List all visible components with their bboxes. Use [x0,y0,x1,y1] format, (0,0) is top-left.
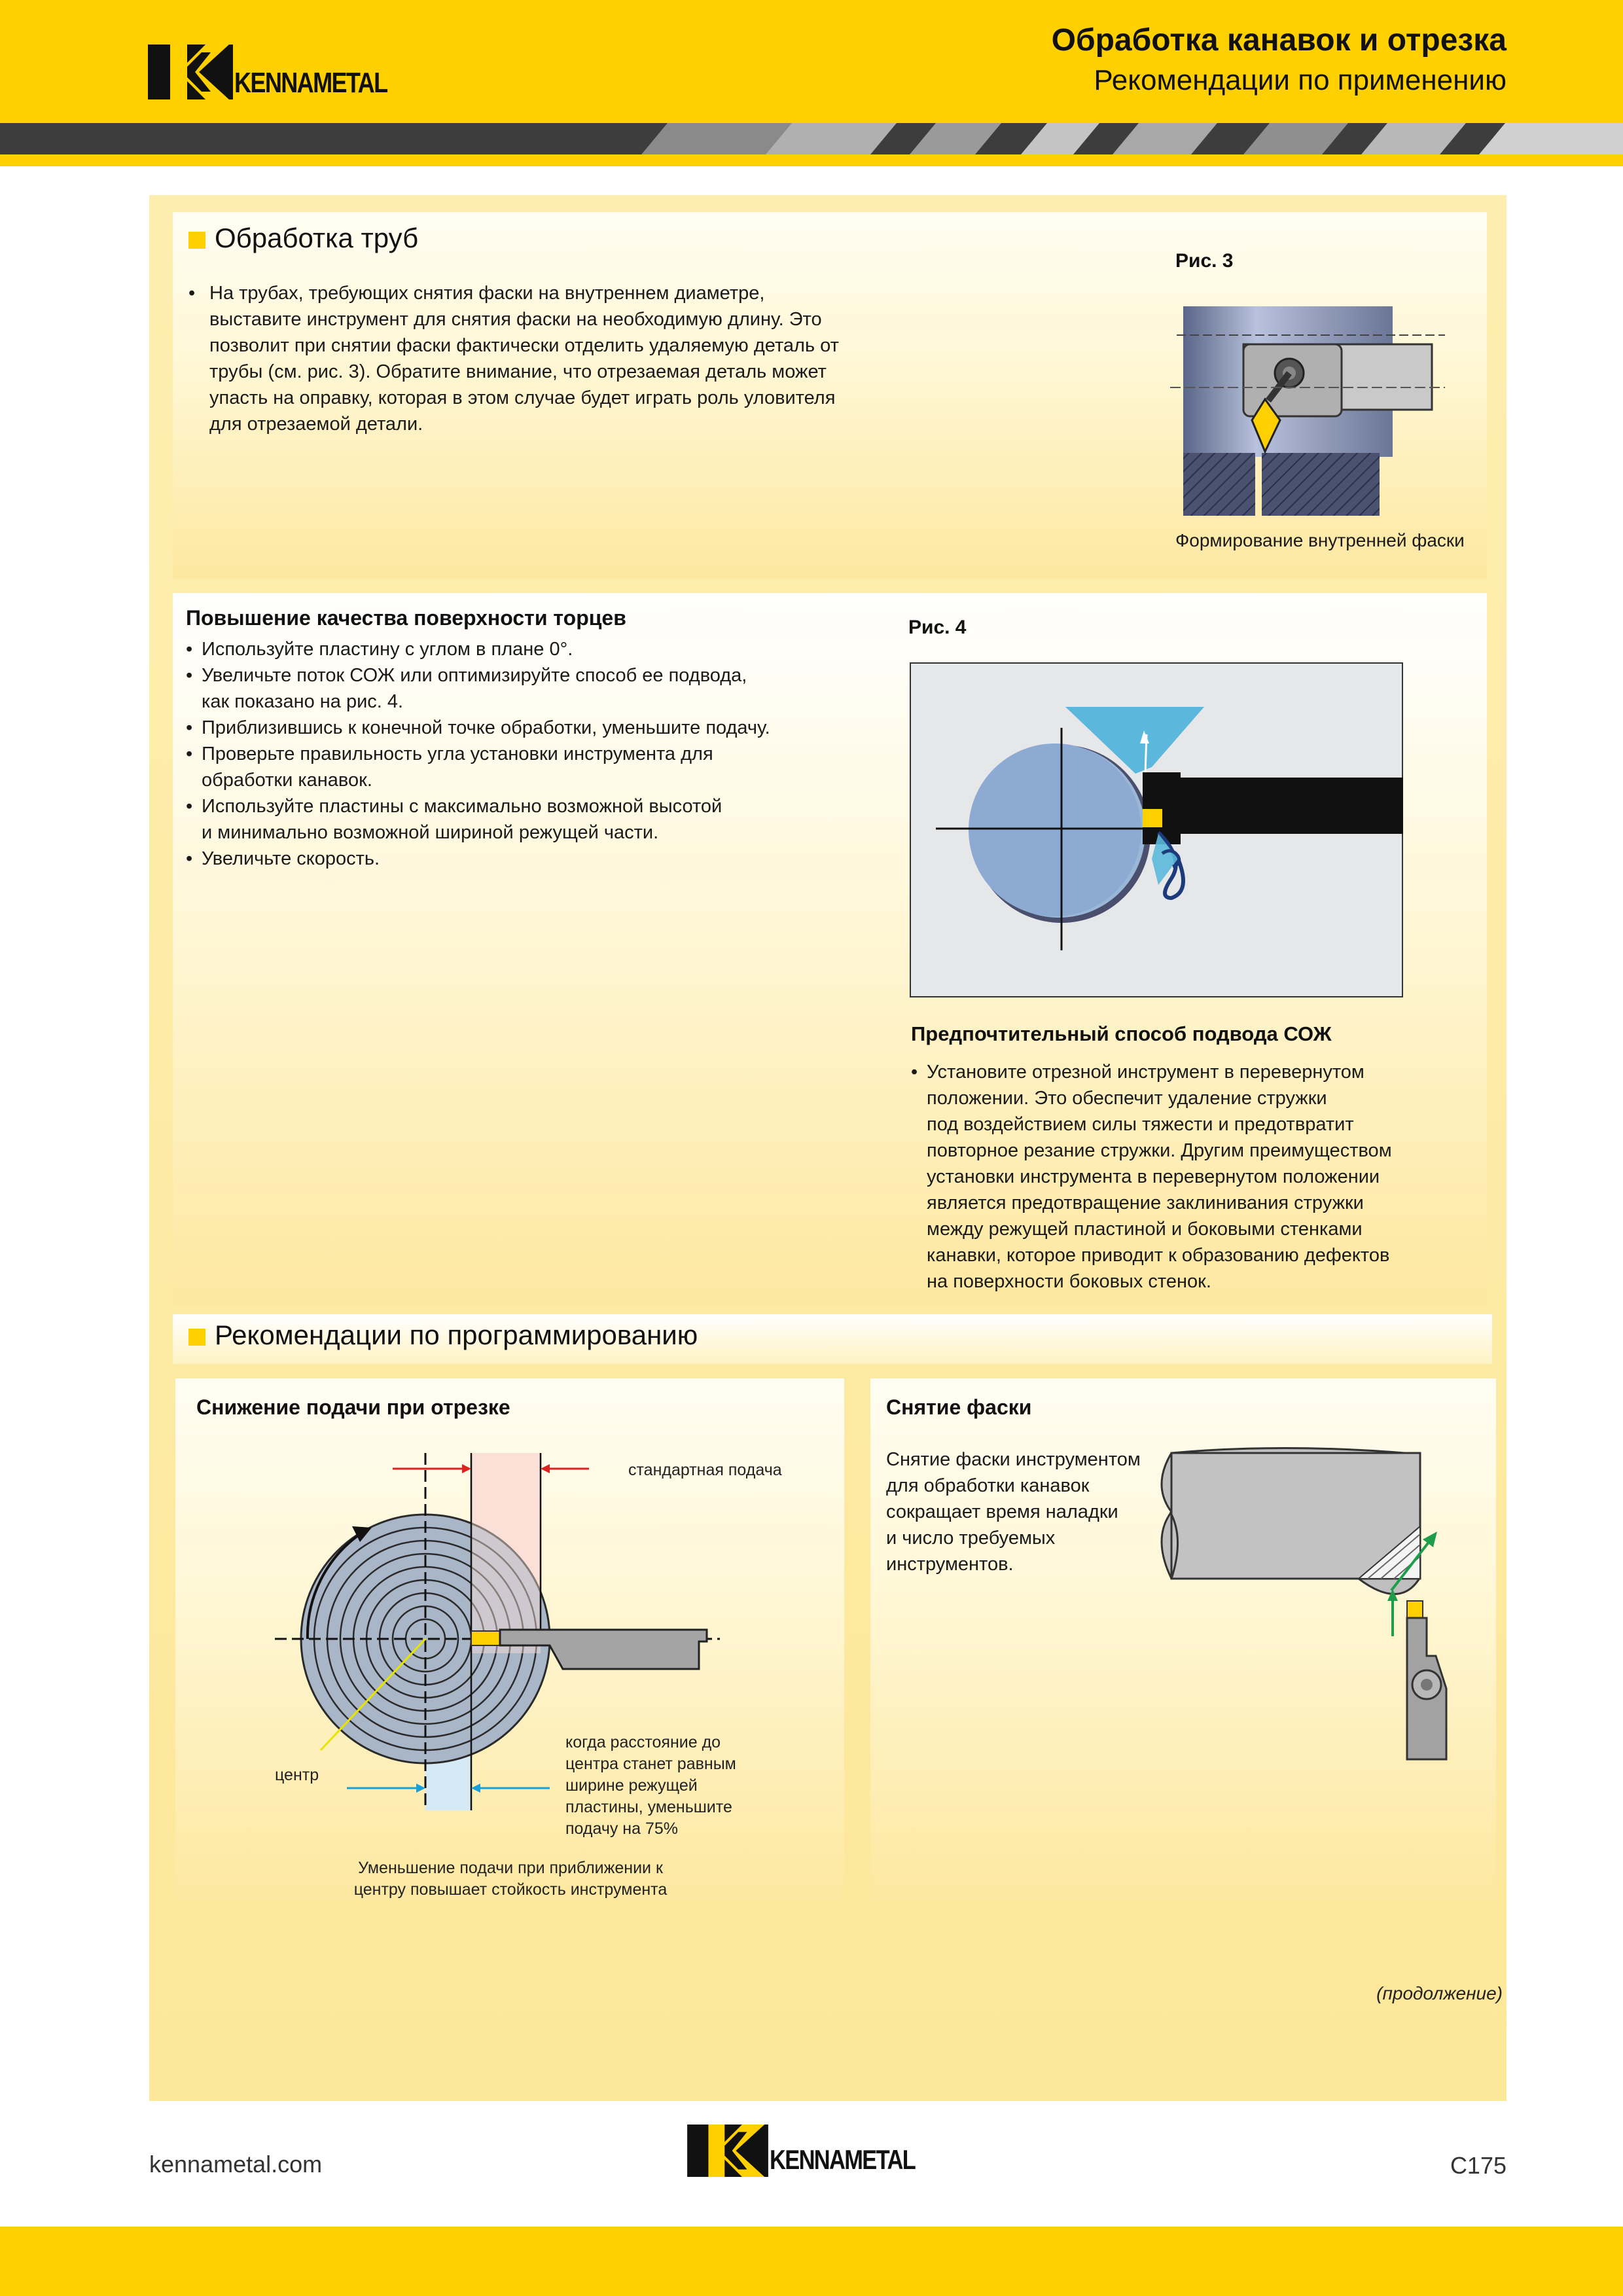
feed-caption [288,1857,733,1901]
coolant-line: на поверхности боковых стенок. [927,1271,1211,1292]
coolant-line: канавки, которое приводит к образованию дефектов [927,1245,1390,1266]
yellow-square-icon [188,232,205,249]
list-item-cont: и минимально возможной шириной режущей части. [202,822,659,843]
figure-4-label: Рис. 4 [908,617,967,638]
section-title-pipe: Обработка труб [188,223,418,254]
list-item: • Используйте пластины с максимально возможной высотой [186,793,906,819]
footer-website[interactable]: kennametal.com [149,2151,323,2178]
kennametal-k-icon [687,2125,768,2177]
pipe-line: выставите инструмент для снятия фаски на необходимую длину. Это [209,309,822,330]
pipe-line: трубы (см. рис. 3). Обратите внимание, что отрезаемая деталь может [209,361,827,382]
header-stripes [0,123,1623,154]
feed-note-line: центра станет равным [565,1755,736,1773]
figure-4-coolant-illustration [910,662,1403,997]
list-item: • Приблизившись к конечной точке обработки, уменьшите подачу. [186,715,906,741]
header-subtitle: Рекомендации по применению [1094,64,1507,96]
chamfering-line: инструментов. [886,1554,1014,1575]
chamfering-line: для обработки канавок [886,1475,1090,1496]
label-standard-feed: стандартная подача [628,1461,782,1479]
coolant-text [911,1059,1487,1295]
header-logo [148,45,423,99]
figure-3-label: Рис. 3 [1175,250,1234,272]
coolant-line: установки инструмента в перевернутом положении [927,1166,1380,1187]
feed-note-line: когда расстояние до [565,1733,721,1751]
list-item: • Увеличьте скорость. [186,846,906,872]
feed-note-line: пластины, уменьшите [565,1798,732,1816]
header-logo-text: KENNAMETAL [234,67,387,99]
coolant-line: между режущей пластиной и боковыми стенками [927,1219,1363,1240]
coolant-line: • Установите отрезной инструмент в перевернутом [911,1059,1487,1085]
list-item-cont: как показано на рис. 4. [202,691,404,712]
figure-3-caption: Формирование внутренней фаски [1175,530,1465,550]
feed-reduction-title: Снижение подачи при отрезке [196,1395,510,1419]
list-item-cont: обработки канавок. [202,770,372,791]
face-quality-title: Повышение качества поверхности торцев [186,606,626,630]
footer-logo-text: KENNAMETAL [770,2144,916,2175]
footer-bar [0,2227,1623,2296]
coolant-line: под воздействием силы тяжести и предотвратит [927,1114,1354,1135]
chamfering-diagram [1158,1446,1486,1774]
pipe-line: • На трубах, требующих снятия фаски на внутреннем диаметре, [188,280,882,306]
figure-3-internal-chamfer-illustration [1170,302,1445,518]
feed-caption-line: центру повышает стойкость инструмента [353,1880,668,1899]
header-title: Обработка канавок и отрезка [1051,23,1507,58]
chamfering-line: сокращает время наладки [886,1501,1118,1522]
list-item: • Проверьте правильность угла установки инструмента для [186,741,906,767]
coolant-line: положении. Это обеспечит удаление стружки [927,1088,1327,1109]
chamfering-line: Снятие фаски инструментом [886,1449,1141,1470]
feed-caption-line: Уменьшение подачи при приближении к [358,1859,663,1877]
list-item: • Используйте пластину с углом в плане 0°. [186,636,906,662]
label-center: центр [275,1766,319,1784]
page-number: C175 [1450,2152,1507,2179]
chamfering-title: Снятие фаски [886,1395,1032,1419]
section-title-programming: Рекомендации по программированию [188,1319,698,1351]
yellow-square-icon [188,1329,205,1346]
continued-note: (продолжение) [1376,1983,1503,2003]
chamfering-line: и число требуемых [886,1528,1056,1549]
coolant-line: является предотвращение заклинивания стружки [927,1193,1364,1213]
coolant-line: повторное резание стружки. Другим преимуществом [927,1140,1392,1161]
face-quality-list [186,636,906,872]
feed-note-line: подачу на 75% [565,1820,678,1838]
feed-note-line: ширине режущей [565,1776,698,1795]
kennametal-k-icon [148,45,233,99]
coolant-title: Предпочтительный способ подвода СОЖ [911,1022,1332,1045]
list-item: • Увеличьте поток СОЖ или оптимизируйте способ ее подвода, [186,662,906,689]
pipe-line: для отрезаемой детали. [209,414,423,435]
pipe-text [188,280,882,437]
feed-note [565,1732,762,1840]
pipe-line: упасть на оправку, которая в этом случае будет играть роль уловителя [209,387,836,408]
chamfering-text [886,1446,1161,1577]
pipe-line: позволит при снятии фаски фактически отделить удаляемую деталь от [209,335,839,356]
footer-logo [687,2125,962,2177]
header-underline [0,154,1623,166]
